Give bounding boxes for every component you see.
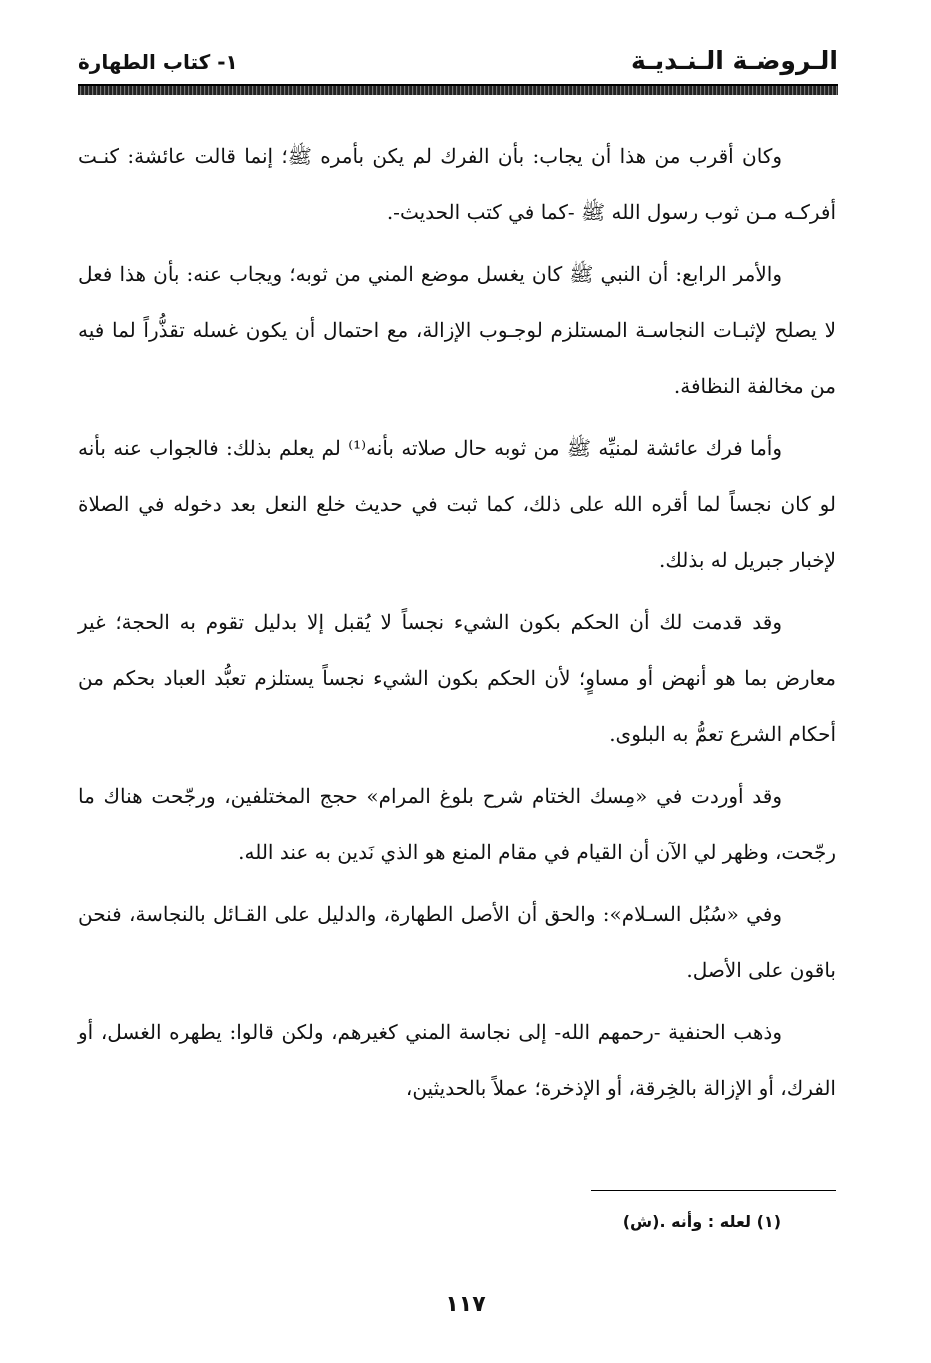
main-text bbox=[78, 128, 836, 1122]
header-rule bbox=[78, 84, 838, 95]
footnote-divider bbox=[591, 1190, 836, 1191]
paragraph-1: وكان أقرب من هذا أن يجاب: بأن الفرك لم يكن بأمره ﷺ؛ إنما قالت عائشة: كنـت أفركـه مـن ثوب رسول الله ﷺ -كما في كتب الحديث-. bbox=[78, 144, 836, 224]
footnote: (١) لعله : وأنه .(ش) bbox=[622, 1212, 781, 1231]
page-number: ١١٧ bbox=[445, 1292, 486, 1317]
chapter-title: ١- كتاب الطهارة bbox=[78, 50, 238, 74]
paragraph-6: وفي «سُبُل السـلام»: والحق أن الأصل الطهارة، والدليل على القـائل بالنجاسة، فنحن باقون على الأصل. bbox=[78, 902, 836, 982]
paragraph-4: وقد قدمت لك أن الحكم بكون الشيء نجساً لا يُقبل إلا بدليل تقوم به الحجة؛ غير معارض بما هو أنهض أو مساوٍ؛ لأن الحكم بكون الشيء نجساً يستلزم تعبُّد العباد بحكم من أحكام الشرع تعمُّ به البلوى. bbox=[78, 610, 836, 746]
paragraph-3: وأما فرك عائشة لمنيِّه ﷺ من ثوبه حال صلاته بأنه⁽¹⁾ لم يعلم بذلك: فالجواب عنه بأنه لو كان نجساً لما أقره الله على ذلك، كما ثبت في حديث خلع النعل بعد دخوله في الصلاة لإخبار جبريل له بذلك. bbox=[78, 436, 836, 572]
book-title: الـروضـة الـنـديـة bbox=[631, 46, 838, 75]
paragraph-5: وقد أوردت في «مِسك الختام شرح بلوغ المرام» حجج المختلفين، ورجّحت هناك ما رجّحت، وظهر لي الآن أن القيام في مقام المنع هو الذي نَدين به عند الله. bbox=[78, 784, 836, 864]
paragraph-2: والأمر الرابع: أن النبي ﷺ كان يغسل موضع المني من ثوبه؛ ويجاب عنه: بأن هذا فعل لا يصلح لإثبـات النجاسـة المستلزم لوجـوب الإزالة، مع احتمال أن يكون غسله تقذُّراً لما فيه من مخالفة النظافة. bbox=[78, 262, 836, 398]
paragraph-7: وذهب الحنفية -رحمهم الله- إلى نجاسة المني كغيرهم، ولكن قالوا: يطهره الغسل، أو الفرك، أو الإزالة بالخِرقة، أو الإذخرة؛ عملاً بالحديثين، bbox=[78, 1020, 836, 1100]
